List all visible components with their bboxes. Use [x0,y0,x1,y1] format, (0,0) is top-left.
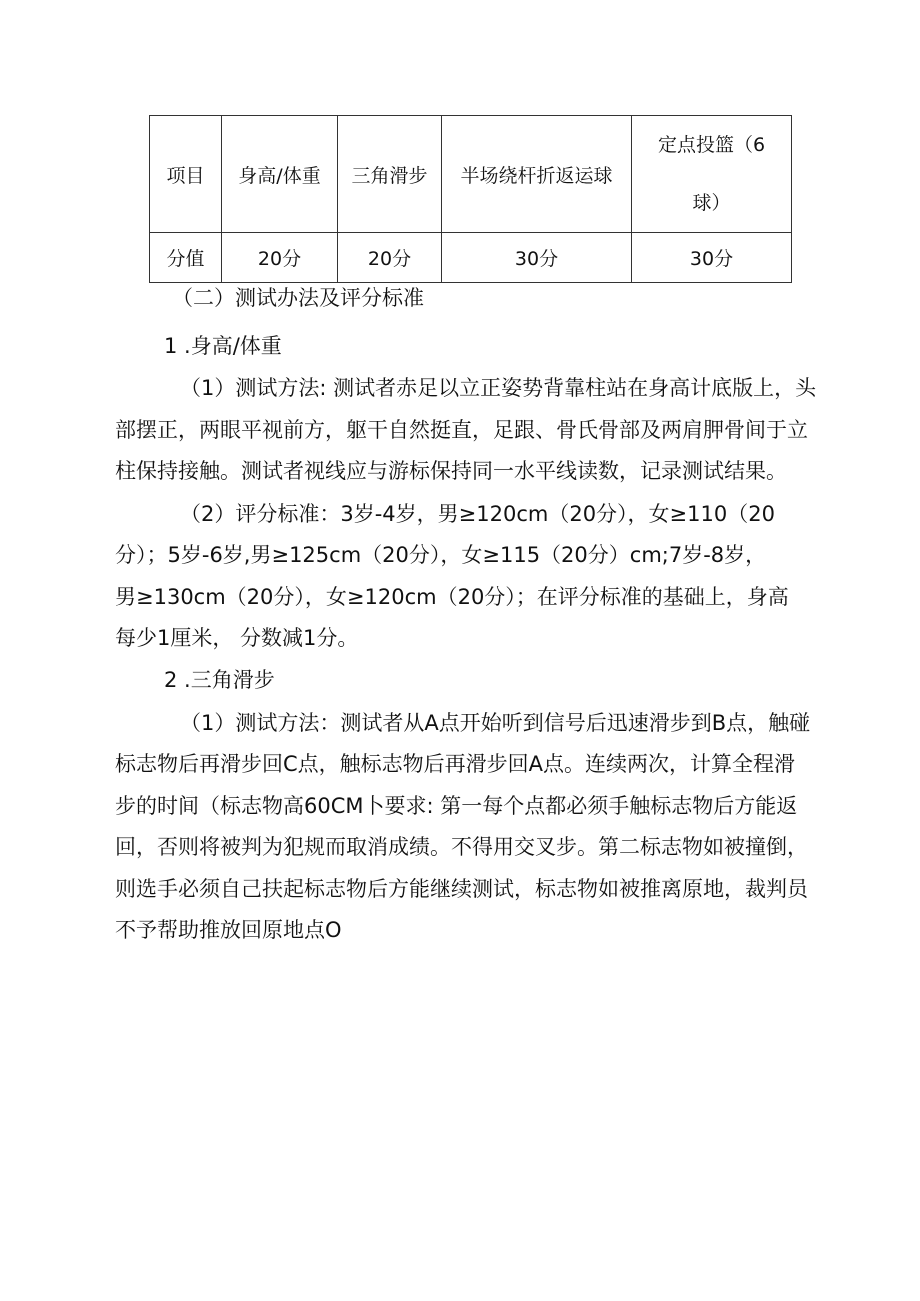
header-line: 球） [692,192,731,214]
item2-heading: 2 .三角滑步 [164,668,275,692]
paragraph-line: （2）评分标准：3岁-4岁，男≥120cm（20分），女≥110（20 [180,502,775,526]
table-cell: 20分 [338,233,442,283]
paragraph-line: （1）测试方法：测试者从A点开始听到信号后迅速滑步到B点，触碰 [180,711,811,735]
score-table [149,115,792,283]
paragraph-line: 步的时间（标志物高60CM卜要求: 第一每个点都必须手触标志物后方能返 [115,794,798,818]
table-header-cell [632,116,792,233]
paragraph-line: 每少1厘米， 分数减1分。 [115,626,359,650]
paragraph-line: 柱保持接触。测试者视线应与游标保持同一水平线读数，记录测试结果。 [115,459,787,483]
table-header-cell: 身高/体重 [222,116,338,233]
paragraph-line: 则选手必须自己扶起标志物后方能继续测试，标志物如被推离原地，裁判员 [115,877,808,901]
paragraph-line: 分）；5岁-6岁,男≥125cm（20分），女≥115（20分）cm;7岁-8岁， [115,543,767,567]
header-line: 定点投篮（6 [657,134,766,156]
table-header-cell: 半场绕杆折返运球 [442,116,632,233]
paragraph-line: （1）测试方法: 测试者赤足以立正姿势背靠柱站在身高计底版上，头 [180,376,817,400]
paragraph-line: 回，否则将被判为犯规而取消成绩。不得用交叉步。第二标志物如被撞倒， [115,835,808,859]
table-header-cell: 三角滑步 [338,116,442,233]
paragraph-line: 不予帮助推放回原地点O [115,918,342,942]
table-value-row [150,233,792,283]
table-cell: 30分 [632,233,792,283]
section-title: （二）测试办法及评分标准 [172,286,424,310]
table-header-row [150,116,792,233]
table-header-cell: 项目 [150,116,222,233]
table-cell: 30分 [442,233,632,283]
paragraph-line: 男≥130cm（20分），女≥120cm（20分）；在评分标准的基础上，身高 [115,585,789,609]
item1-heading: 1 .身高/体重 [164,334,282,358]
table-row-label: 分值 [150,233,222,283]
paragraph-line: 标志物后再滑步回C点，触标志物后再滑步回A点。连续两次，计算全程滑 [115,752,796,776]
paragraph-line: 部摆正，两眼平视前方，躯干自然挺直，足跟、骨氏骨部及两肩胛骨间于立 [115,418,808,442]
table-cell: 20分 [222,233,338,283]
